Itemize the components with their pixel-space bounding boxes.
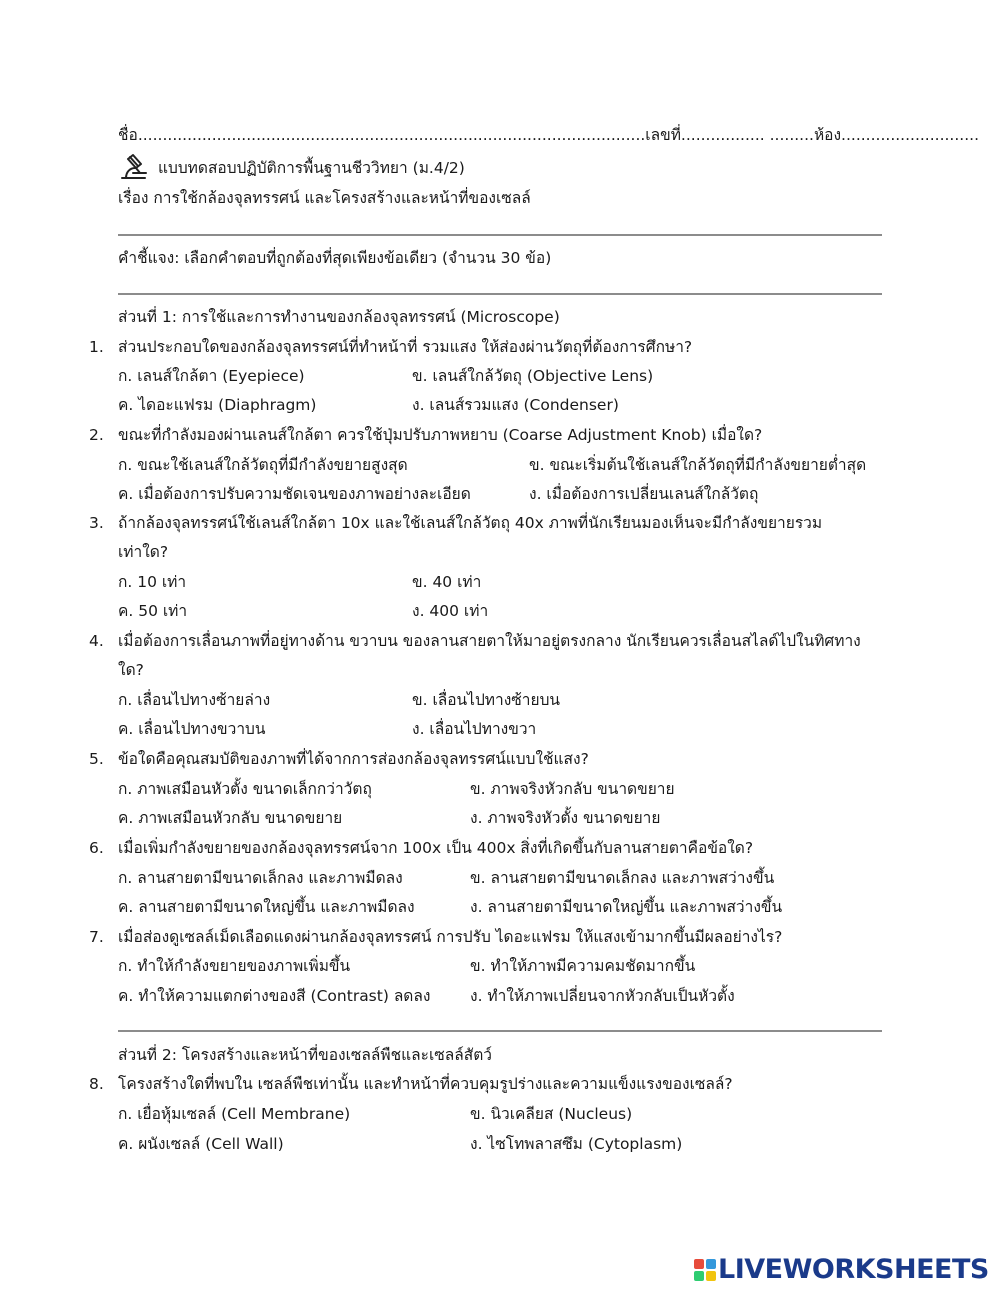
- choice-b[interactable]: ข. ทำให้ภาพมีความคมชัดมากขึ้น: [470, 957, 696, 975]
- choice-c[interactable]: ค. ลานสายตามีขนาดใหญ่ขึ้น และภาพมืดลง: [118, 898, 415, 916]
- choice-c[interactable]: ค. เมื่อต้องการปรับความชัดเจนของภาพอย่างละเอียด: [118, 485, 471, 503]
- question-number: 3.: [89, 514, 104, 532]
- question-text-continued: ใด?: [118, 661, 144, 679]
- question-text: ถ้ากล้องจุลทรรศน์ใช้เลนส์ใกล้ตา 10x และใช้เลนส์ใกล้วัตถุ 40x ภาพที่นักเรียนมองเห็นจะมีกำลังขยายรวม: [118, 514, 823, 532]
- choice-a[interactable]: ก. 10 เท่า: [118, 573, 187, 591]
- question-number: 4.: [89, 632, 104, 650]
- question-number: 1.: [89, 338, 104, 356]
- choice-a[interactable]: ก. เยื่อหุ้มเซลล์ (Cell Membrane): [118, 1105, 351, 1123]
- choice-a[interactable]: ก. ลานสายตามีขนาดเล็กลง และภาพมืดลง: [118, 869, 403, 887]
- choice-a[interactable]: ก. เลื่อนไปทางซ้ายล่าง: [118, 691, 271, 709]
- choice-c[interactable]: ค. ภาพเสมือนหัวกลับ ขนาดขยาย: [118, 809, 343, 827]
- question-number: 7.: [89, 928, 104, 946]
- divider: [118, 234, 882, 236]
- question-text: เมื่อส่องดูเซลล์เม็ดเลือดแดงผ่านกล้องจุลทรรศน์ การปรับ ไดอะแฟรม ให้แสงเข้ามากขึ้นมีผลอย่างไร?: [118, 928, 783, 946]
- choice-c[interactable]: ค. ไดอะแฟรม (Diaphragm): [118, 396, 317, 414]
- question-text: ขณะที่กำลังมองผ่านเลนส์ใกล้ตา ควรใช้ปุ่มปรับภาพหยาบ (Coarse Adjustment Knob) เมื่อใด?: [118, 426, 763, 444]
- choice-a[interactable]: ก. ทำให้กำลังขยายของภาพเพิ่มขึ้น: [118, 957, 351, 975]
- question-text: ส่วนประกอบใดของกล้องจุลทรรศน์ที่ทำหน้าที่ รวมแสง ให้ส่องผ่านวัตถุที่ต้องการศึกษา?: [118, 338, 693, 356]
- question-number: 5.: [89, 750, 104, 768]
- choice-d[interactable]: ง. ทำให้ภาพเปลี่ยนจากหัวกลับเป็นหัวตั้ง: [470, 987, 735, 1005]
- choice-d[interactable]: ง. ไซโทพลาสซึม (Cytoplasm): [470, 1135, 683, 1153]
- worksheet-subject: เรื่อง การใช้กล้องจุลทรรศน์ และโครงสร้างและหน้าที่ของเซลล์: [118, 189, 531, 207]
- liveworksheets-wordmark: LIVEWORKSHEETS: [718, 1254, 989, 1285]
- question-text: ข้อใดคือคุณสมบัติของภาพที่ได้จากการส่องกล้องจุลทรรศน์แบบใช้แสง?: [118, 750, 589, 768]
- question-text: โครงสร้างใดที่พบใน เซลล์พืชเท่านั้น และทำหน้าที่ควบคุมรูปร่างและความแข็งแรงของเซลล์?: [118, 1075, 733, 1093]
- microscope-icon: [118, 153, 152, 181]
- choice-a[interactable]: ก. ภาพเสมือนหัวตั้ง ขนาดเล็กกว่าวัตถุ: [118, 780, 372, 798]
- choice-b[interactable]: ข. เลนส์ใกล้วัตถุ (Objective Lens): [412, 367, 654, 385]
- question-number: 6.: [89, 839, 104, 857]
- question-text: เมื่อเพิ่มกำลังขยายของกล้องจุลทรรศน์จาก 100x เป็น 400x สิ่งที่เกิดขึ้นกับลานสายตาคือข้อใด?: [118, 839, 754, 857]
- choice-d[interactable]: ง. เมื่อต้องการเปลี่ยนเลนส์ใกล้วัตถุ: [529, 485, 759, 503]
- worksheet-title: แบบทดสอบปฏิบัติการพื้นฐานชีววิทยา (ม.4/2): [158, 159, 465, 177]
- choice-b[interactable]: ข. เลื่อนไปทางซ้ายบน: [412, 691, 561, 709]
- choice-a[interactable]: ก. ขณะใช้เลนส์ใกล้วัตถุที่มีกำลังขยายสูงสุด: [118, 456, 408, 474]
- choice-b[interactable]: ข. ขณะเริ่มต้นใช้เลนส์ใกล้วัตถุที่มีกำลังขยายต่ำสุด: [529, 456, 867, 474]
- section-1-title: ส่วนที่ 1: การใช้และการทำงานของกล้องจุลทรรศน์ (Microscope): [118, 308, 560, 326]
- choice-c[interactable]: ค. 50 เท่า: [118, 602, 188, 620]
- choice-c[interactable]: ค. ทำให้ความแตกต่างของสี (Contrast) ลดลง: [118, 987, 431, 1005]
- choice-d[interactable]: ง. เลนส์รวมแสง (Condenser): [412, 396, 619, 414]
- name-number-room-line: ชื่อ.......................................................................................................เลขที่................. .........ห้อง............................: [118, 126, 979, 144]
- divider: [118, 1030, 882, 1032]
- choice-b[interactable]: ข. นิวเคลียส (Nucleus): [470, 1105, 633, 1123]
- liveworksheets-logo-icon: [694, 1259, 716, 1281]
- section-2-title: ส่วนที่ 2: โครงสร้างและหน้าที่ของเซลล์พืชและเซลล์สัตว์: [118, 1046, 492, 1064]
- question-number: 8.: [89, 1075, 104, 1093]
- choice-d[interactable]: ง. เลื่อนไปทางขวา: [412, 720, 537, 738]
- question-number: 2.: [89, 426, 104, 444]
- choice-a[interactable]: ก. เลนส์ใกล้ตา (Eyepiece): [118, 367, 305, 385]
- choice-b[interactable]: ข. ลานสายตามีขนาดเล็กลง และภาพสว่างขึ้น: [470, 869, 775, 887]
- choice-d[interactable]: ง. ลานสายตามีขนาดใหญ่ขึ้น และภาพสว่างขึ้น: [470, 898, 783, 916]
- choice-d[interactable]: ง. 400 เท่า: [412, 602, 489, 620]
- choice-d[interactable]: ง. ภาพจริงหัวตั้ง ขนาดขยาย: [470, 809, 661, 827]
- choice-c[interactable]: ค. เลื่อนไปทางขวาบน: [118, 720, 266, 738]
- divider: [118, 293, 882, 295]
- instructions: คำชี้แจง: เลือกคำตอบที่ถูกต้องที่สุดเพียงข้อเดียว (จำนวน 30 ข้อ): [118, 249, 552, 267]
- question-text-continued: เท่าใด?: [118, 543, 169, 561]
- choice-b[interactable]: ข. 40 เท่า: [412, 573, 482, 591]
- question-text: เมื่อต้องการเลื่อนภาพที่อยู่ทางด้าน ขวาบน ของลานสายตาให้มาอยู่ตรงกลาง นักเรียนควรเลื่อนสไลด์ไปในทิศทาง: [118, 632, 861, 650]
- choice-b[interactable]: ข. ภาพจริงหัวกลับ ขนาดขยาย: [470, 780, 675, 798]
- choice-c[interactable]: ค. ผนังเซลล์ (Cell Wall): [118, 1135, 284, 1153]
